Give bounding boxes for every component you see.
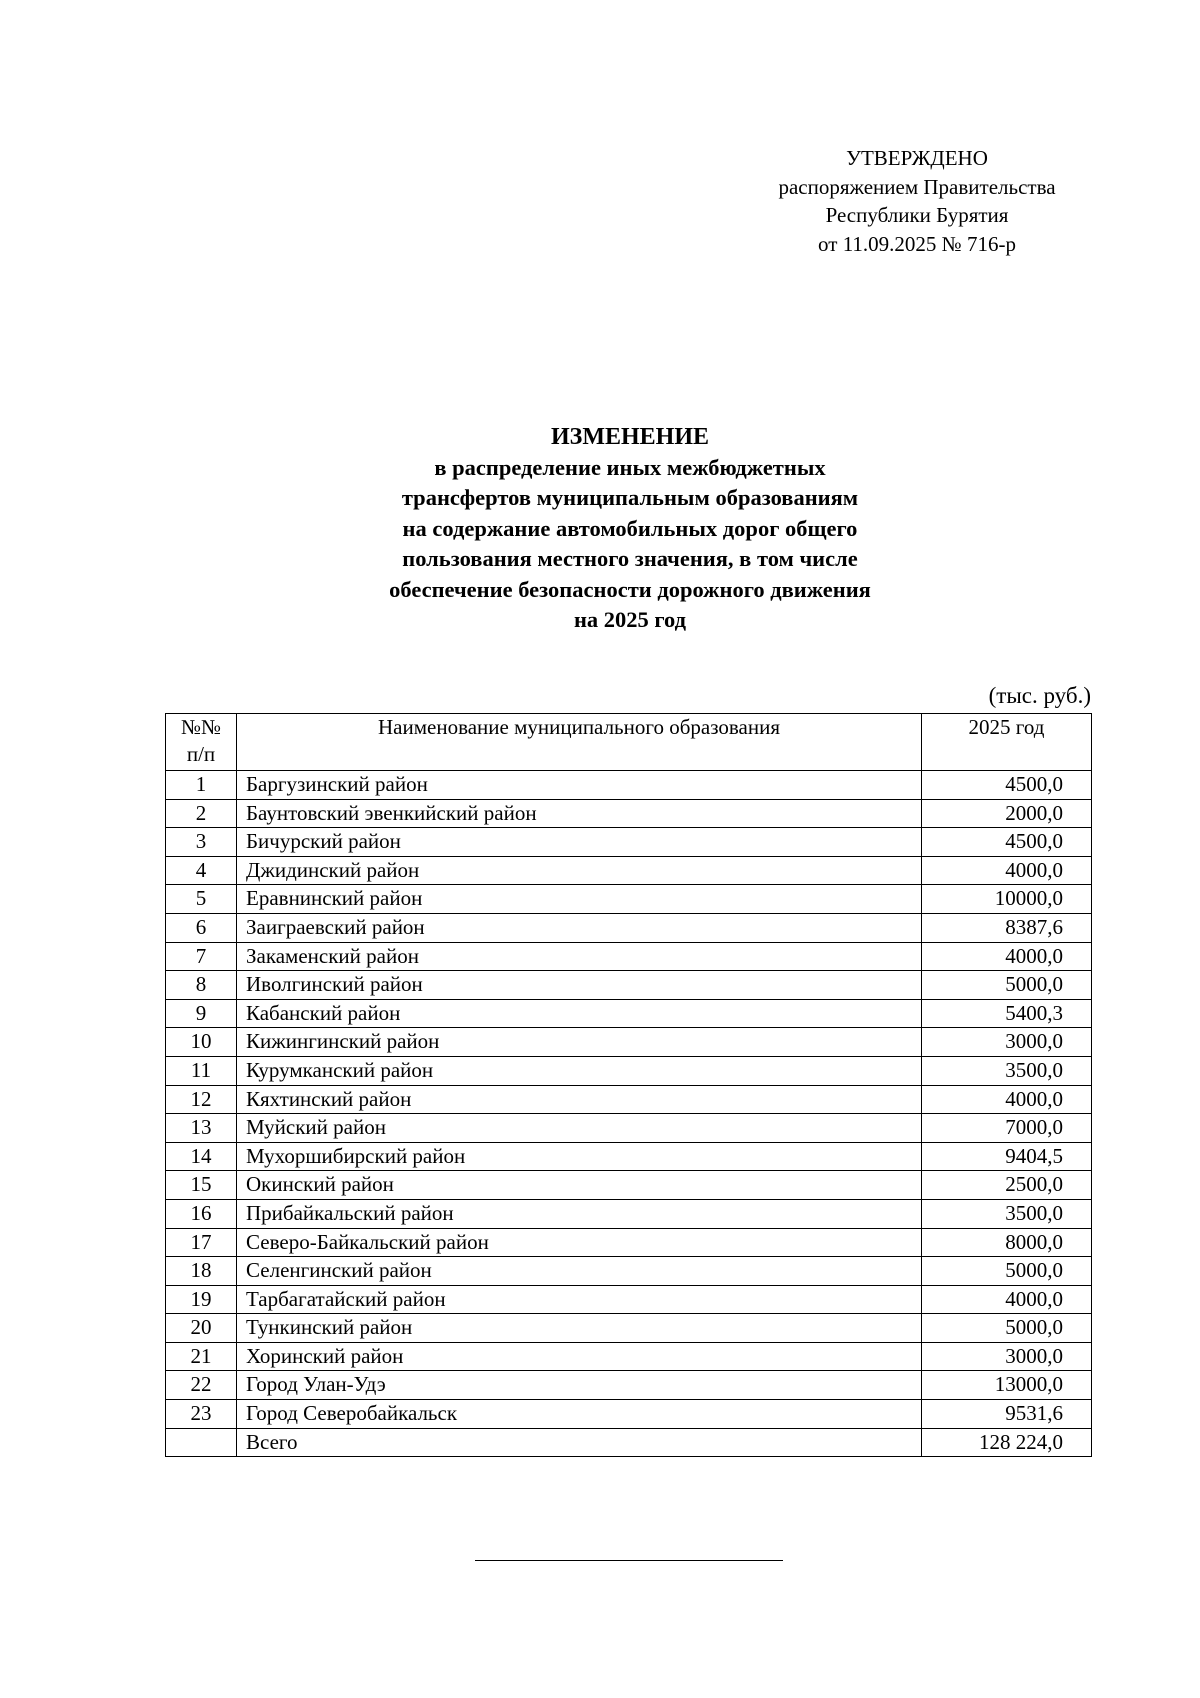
table-row xyxy=(166,1171,1092,1200)
row-value: 3000,0 xyxy=(922,1342,1092,1371)
table-row xyxy=(166,1056,1092,1085)
title-line: в распределение иных межбюджетных xyxy=(434,454,826,480)
row-number: 9 xyxy=(166,999,237,1028)
table-body xyxy=(166,771,1092,1457)
table-row xyxy=(166,1314,1092,1343)
table-row xyxy=(166,856,1092,885)
row-number: 4 xyxy=(166,856,237,885)
row-number: 16 xyxy=(166,1199,237,1228)
end-separator-line xyxy=(475,1560,783,1561)
row-value: 13000,0 xyxy=(922,1371,1092,1400)
row-number: 3 xyxy=(166,828,237,857)
table-row xyxy=(166,1342,1092,1371)
table-row xyxy=(166,1371,1092,1400)
row-number: 23 xyxy=(166,1400,237,1429)
total-label: Всего xyxy=(237,1428,922,1457)
approval-heading: УТВЕРЖДЕНО xyxy=(846,146,988,170)
row-name: Муйский район xyxy=(237,1114,922,1143)
row-number: 22 xyxy=(166,1371,237,1400)
row-value: 4000,0 xyxy=(922,1085,1092,1114)
row-value: 4000,0 xyxy=(922,1285,1092,1314)
document-title xyxy=(0,422,1200,636)
title-line: на 2025 год xyxy=(573,607,687,632)
row-number: 7 xyxy=(166,942,237,971)
row-name: Окинский район xyxy=(237,1171,922,1200)
table-row xyxy=(166,885,1092,914)
header-name: Наименование муниципального образования xyxy=(237,714,922,771)
row-number: 8 xyxy=(166,971,237,1000)
table-row xyxy=(166,1028,1092,1057)
row-number: 6 xyxy=(166,913,237,942)
row-value: 5000,0 xyxy=(922,1314,1092,1343)
row-name: Селенгинский район xyxy=(237,1257,922,1286)
row-number: 14 xyxy=(166,1142,237,1171)
row-name: Кабанский район xyxy=(237,999,922,1028)
row-name: Город Улан-Удэ xyxy=(237,1371,922,1400)
row-name: Кяхтинский район xyxy=(237,1085,922,1114)
total-value: 128 224,0 xyxy=(922,1428,1092,1457)
header-year: 2025 год xyxy=(922,714,1092,771)
row-name: Хоринский район xyxy=(237,1342,922,1371)
row-number: 1 xyxy=(166,771,237,800)
row-value: 5000,0 xyxy=(922,971,1092,1000)
title-line: на содержание автомобильных дорог общего xyxy=(402,515,858,541)
header-number xyxy=(166,714,237,771)
header-number-line2: п/п xyxy=(186,742,216,766)
row-number: 10 xyxy=(166,1028,237,1057)
table-row xyxy=(166,799,1092,828)
header-number-line1: №№ xyxy=(180,715,222,739)
row-value: 3000,0 xyxy=(922,1028,1092,1057)
row-name: Джидинский район xyxy=(237,856,922,885)
row-value: 8387,6 xyxy=(922,913,1092,942)
row-name: Тарбагатайский район xyxy=(237,1285,922,1314)
distribution-table xyxy=(165,713,1092,1457)
row-name: Заиграевский район xyxy=(237,913,922,942)
approval-date-number: от 11.09.2025 № 716-р xyxy=(818,231,1016,256)
row-number: 11 xyxy=(166,1056,237,1085)
row-number: 15 xyxy=(166,1171,237,1200)
row-number: 5 xyxy=(166,885,237,914)
row-value: 5000,0 xyxy=(922,1257,1092,1286)
row-value: 5400,3 xyxy=(922,999,1092,1028)
table-row xyxy=(166,828,1092,857)
row-value: 4000,0 xyxy=(922,942,1092,971)
row-name: Иволгинский район xyxy=(237,971,922,1000)
row-number: 21 xyxy=(166,1342,237,1371)
row-name: Бичурский район xyxy=(237,828,922,857)
row-name: Прибайкальский район xyxy=(237,1199,922,1228)
row-number: 18 xyxy=(166,1257,237,1286)
row-name: Кижингинский район xyxy=(237,1028,922,1057)
row-value: 3500,0 xyxy=(922,1199,1092,1228)
row-number: 20 xyxy=(166,1314,237,1343)
row-value: 9531,6 xyxy=(922,1400,1092,1429)
row-value: 2500,0 xyxy=(922,1171,1092,1200)
table-row xyxy=(166,1199,1092,1228)
table-row xyxy=(166,1257,1092,1286)
row-number: 2 xyxy=(166,799,237,828)
table-row xyxy=(166,1142,1092,1171)
row-name: Мухоршибирский район xyxy=(237,1142,922,1171)
row-name: Северо-Байкальский район xyxy=(237,1228,922,1257)
title-line: обеспечение безопасности дорожного движения xyxy=(389,576,871,602)
table-row xyxy=(166,913,1092,942)
row-value: 4000,0 xyxy=(922,856,1092,885)
row-name: Курумканский район xyxy=(237,1056,922,1085)
row-name: Баунтовский эвенкийский район xyxy=(237,799,922,828)
row-number: 13 xyxy=(166,1114,237,1143)
table-row xyxy=(166,771,1092,800)
table-row xyxy=(166,971,1092,1000)
row-value: 10000,0 xyxy=(922,885,1092,914)
row-value: 4500,0 xyxy=(922,771,1092,800)
table-row xyxy=(166,999,1092,1028)
table-header-row xyxy=(166,714,1092,771)
row-name: Закаменский район xyxy=(237,942,922,971)
row-value: 9404,5 xyxy=(922,1142,1092,1171)
row-name: Баргузинский район xyxy=(237,771,922,800)
table-row xyxy=(166,1400,1092,1429)
total-number xyxy=(166,1428,237,1457)
total-row xyxy=(166,1428,1092,1457)
row-value: 4500,0 xyxy=(922,828,1092,857)
row-number: 17 xyxy=(166,1228,237,1257)
approval-issuer: распоряжением Правительства xyxy=(778,174,1056,199)
title-line: пользования местного значения, в том числе xyxy=(402,546,858,571)
title-main: ИЗМЕНЕНИЕ xyxy=(550,424,709,450)
title-line: трансфертов муниципальным образованиям xyxy=(401,485,859,510)
row-name: Город Северобайкальск xyxy=(237,1400,922,1429)
table-row xyxy=(166,1114,1092,1143)
table-row xyxy=(166,1285,1092,1314)
row-value: 3500,0 xyxy=(922,1056,1092,1085)
row-number: 12 xyxy=(166,1085,237,1114)
row-value: 8000,0 xyxy=(922,1228,1092,1257)
units-label: (тыс. руб.) xyxy=(988,683,1091,708)
row-number: 19 xyxy=(166,1285,237,1314)
row-value: 2000,0 xyxy=(922,799,1092,828)
table-row xyxy=(166,1228,1092,1257)
row-name: Еравнинский район xyxy=(237,885,922,914)
approval-region: Республики Бурятия xyxy=(825,203,1009,227)
row-name: Тункинский район xyxy=(237,1314,922,1343)
approval-stamp xyxy=(728,144,1106,258)
table-row xyxy=(166,942,1092,971)
row-value: 7000,0 xyxy=(922,1114,1092,1143)
table-row xyxy=(166,1085,1092,1114)
